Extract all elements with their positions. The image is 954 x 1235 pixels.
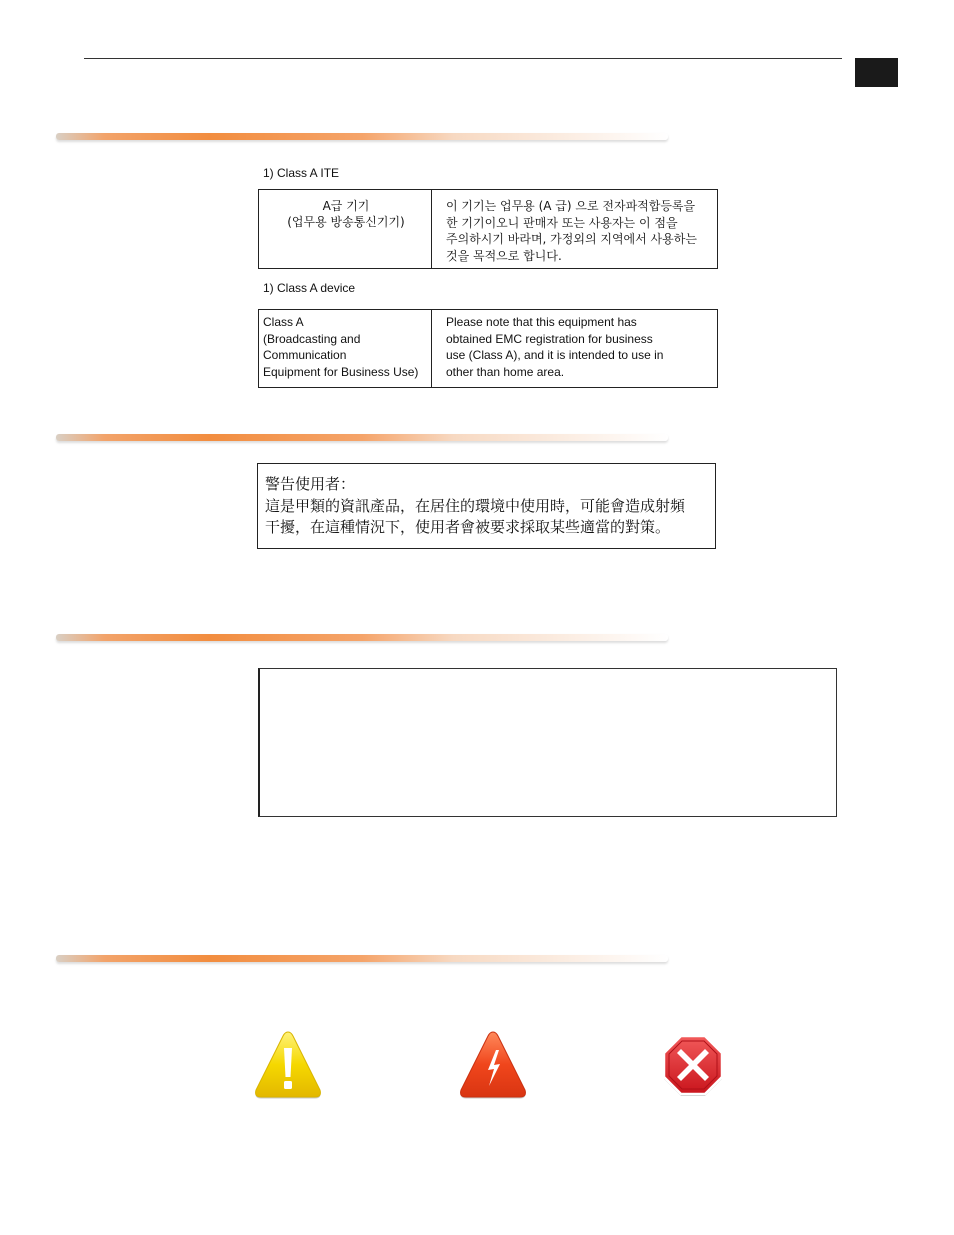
caution-icon <box>253 1030 323 1100</box>
korean-right-line-2: 한 기기이오니 판매자 또는 사용자는 이 점을 <box>446 215 678 230</box>
english-class-a-device-table <box>258 309 718 388</box>
taiwan-warning-line-3: 干擾，在這種情況下，使用者會被要求採取某些適當的對策。 <box>265 518 671 536</box>
english-left-line-3: Communication <box>263 348 347 362</box>
header-rule <box>84 58 842 59</box>
english-right-line-2: obtained EMC registration for business <box>446 331 653 346</box>
korean-right-line-1: 이 기기는 업무용 (A 급) 으로 전자파적합등록을 <box>446 199 696 213</box>
section-divider-3 <box>56 634 668 641</box>
english-left-line-1: Class A <box>263 315 304 329</box>
korean-right-line-4: 것을 목적으로 합니다. <box>446 248 562 263</box>
stop-icon <box>662 1034 724 1098</box>
korean-left-line-1: A급 기기 <box>322 199 370 213</box>
english-table-left-cell <box>259 310 432 387</box>
section-divider-2 <box>56 434 668 441</box>
korean-table-right-cell <box>432 190 717 268</box>
notice-box <box>258 668 837 817</box>
device-caption: 1) Class A device <box>263 281 356 295</box>
korean-left-line-2: (업무용 방송통신기기) <box>287 215 405 229</box>
english-right-line-1: Please note that this equipment has <box>446 315 637 329</box>
english-left-line-4: Equipment for Business Use) <box>263 364 419 379</box>
section-divider-1 <box>56 133 668 140</box>
english-right-line-3: use (Class A), and it is intended to use in <box>446 348 664 362</box>
taiwan-warning-box <box>257 463 716 549</box>
taiwan-warning-line-2: 這是甲類的資訊產品，在居住的環境中使用時，可能會造成射頻 <box>265 496 686 515</box>
korean-table-left-cell <box>259 190 432 268</box>
english-table-right-cell <box>432 310 717 387</box>
taiwan-warning-line-1: 警告使用者： <box>265 475 356 493</box>
korean-class-a-ite-table <box>258 189 718 269</box>
section-divider-4 <box>56 955 668 962</box>
english-left-line-2: (Broadcasting and <box>263 331 361 346</box>
english-right-line-4: other than home area. <box>446 364 565 379</box>
page-tab <box>855 58 898 87</box>
ite-caption: 1) Class A ITE <box>263 166 340 180</box>
korean-right-line-3: 주의하시기 바라며, 가정외의 지역에서 사용하는 <box>446 232 697 246</box>
electrical-hazard-icon <box>458 1030 528 1100</box>
